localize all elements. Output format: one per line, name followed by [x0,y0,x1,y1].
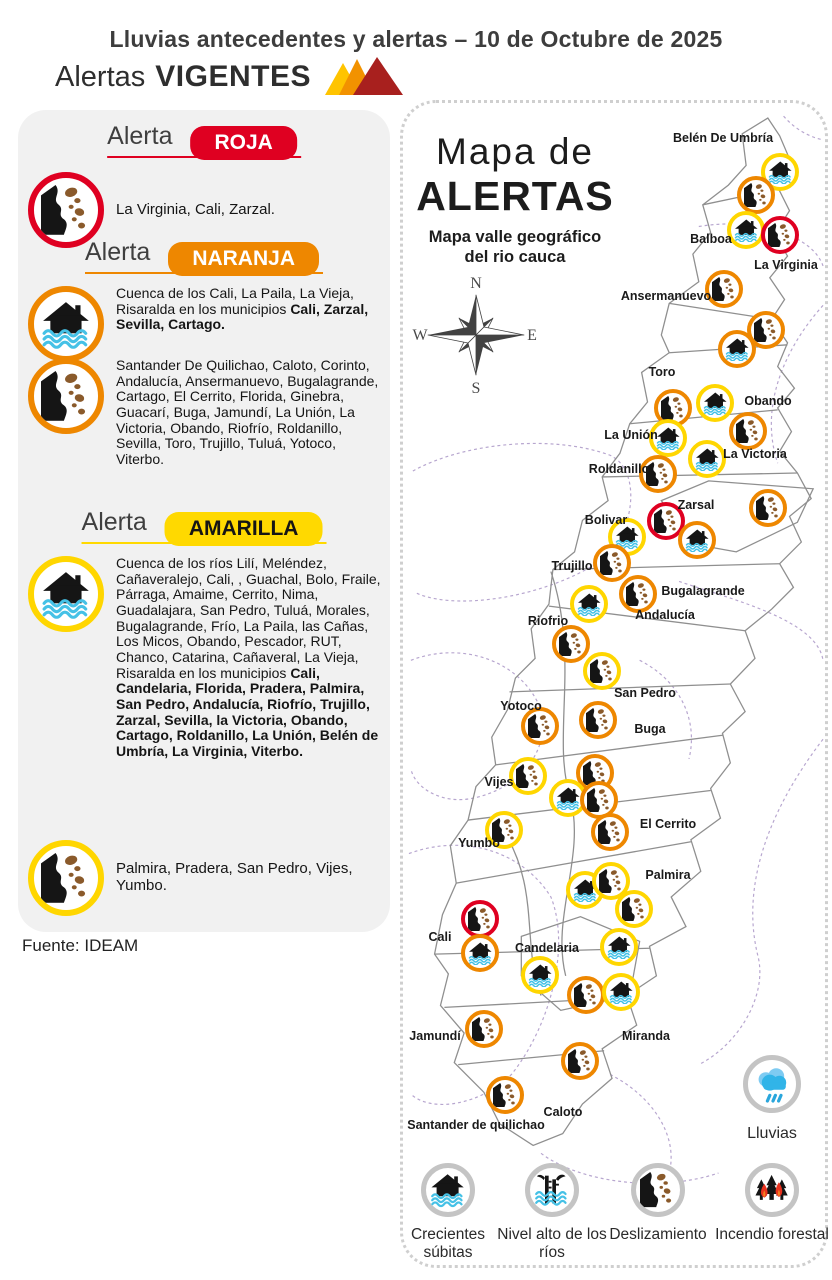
legend-crecientes [389,1163,507,1263]
triangles-logo-icon [323,57,407,97]
amarilla-cuencas-text: Cuenca de los ríos Lilí, Meléndez, Cañaveralejo, Cali, , Guachal, Bolo, Fraile, Párraga, Amaime, Cerrito, Nima, Guadalajara, San Pedro, Tuluá, Morales, Bugalagrande, Frío, La Paila, las Cañas, Los Micos, Obando, Pescador, RUT, Chanco, Catarina, Cañaveral, La Vieja, Risaralda en los municipios Cali, Candelaria, Florida, Pradera, Palmira, San Pedro, Andalucía, Riofrío, Trujillo, Zarzal, Sevilla, la Victoria, Obando, Cartago, Roldanillo, La Unión, Belén de Umbría, La Virginia, Viterbo. [116,555,381,760]
roja-deslizamiento-item [28,172,382,248]
legend-label: Crecientes súbitas [410,1226,486,1262]
nivel-alto-rios-icon [525,1163,579,1217]
map-place-label: Toro [648,365,676,379]
map-place-label: Jamundí [409,1029,461,1043]
map-place-label: Belén De Umbría [672,131,774,145]
crecientes-subitas-icon [421,1163,475,1217]
amarilla-deslizamiento-item [28,840,382,916]
deslizamiento-icon [28,172,104,248]
map-place-label: Yumbo [458,836,500,850]
naranja-municipios-text: Santander De Quilichao, Caloto, Corinto, Andalucía, Ansermanuevo, Bugalagrande, Cartago, El Cerrito, Florida, Ginebra, Guacarí, Buga, Jamundí, La Unión, La Victoria, Obando, Riofrío, Roldanillo, Sevilla, Toro, Trujillo, Tuluá, Yotoco, Viterbo. [116,357,379,468]
crecientes-subitas-icon [28,556,104,632]
legend-deslizamiento [599,1163,717,1244]
map-place-label: Vijes [484,775,514,789]
deslizamiento-icon [28,840,104,916]
map-place-label: El Cerrito [639,817,697,831]
fuente-text: Fuente: IDEAM [22,936,139,955]
compass-e: E [527,327,537,344]
map-title-line2: ALERTAS [416,173,614,219]
map-place-label: Candelaria [515,941,579,955]
deslizamiento-icon [631,1163,685,1217]
alertas-vigentes-brand [55,57,407,97]
roja-badge: ROJA [190,126,296,160]
legend-lluvias [713,1055,831,1143]
map-place-label: Yotoco [500,699,542,713]
legend-label: Nivel alto de los ríos [497,1226,607,1262]
deslizamiento-icon [28,358,104,434]
lluvias-icon [743,1055,801,1113]
map-place-label: Buga [634,722,666,736]
amarilla-municipios-text: Palmira, Pradera, San Pedro, Vijes, Yumbo. [116,860,353,894]
naranja-cuencas-text: Cuenca de los Cali, La Paila, La Vieja, Risaralda en los municipios Cali, Zarzal, Sevilla, Cartago. [116,285,369,333]
map-place-label: Balboa [690,232,732,246]
compass-w: W [412,327,428,344]
alerta-word: Alerta [107,122,173,150]
brand-alertas-text: Alertas [55,60,146,93]
brand-vigentes-text: VIGENTES [155,60,311,93]
naranja-badge: NARANJA [168,242,319,276]
alert-naranja-header [85,238,323,274]
map-place-label: La Unión [604,428,658,442]
compass-n: N [470,275,482,292]
legend-incendio [713,1163,831,1244]
map-subtitle: Mapa valle geográfico del rio cauca [428,228,602,266]
map-place-label: La Virginia [754,258,818,272]
map-place-label: Trujillo [551,559,593,573]
map-place-label: Ansermanuevo [620,289,712,303]
map-place-label: Caloto [543,1105,583,1119]
legend-label: Incendio forestal [715,1226,829,1243]
alerta-word: Alerta [81,508,147,536]
map-place-label: Cali [428,930,452,944]
incendio-forestal-icon [745,1163,799,1217]
lluvias-label: Lluvias [747,1125,797,1142]
naranja-deslizamiento-item [28,358,382,468]
legend-label: Deslizamiento [609,1226,707,1243]
alerts-panel [18,110,390,932]
page-title: Lluvias antecedentes y alertas – 10 de Octubre de 2025 [109,26,723,52]
amarilla-crecientes-item [28,556,382,760]
map-place-label: Roldanillo [588,462,650,476]
map-place-label: Zarsal [677,498,715,512]
map-place-label: Palmira [645,868,691,882]
crecientes-subitas-icon [28,286,104,362]
alert-roja-header [107,122,301,158]
map-place-label: San Pedro [614,686,676,700]
naranja-crecientes-item [28,286,382,362]
alert-amarilla-header [82,508,327,544]
amarilla-badge: AMARILLA [165,512,323,546]
map-place-label: Miranda [622,1029,670,1043]
roja-municipios-text: La Virginia, Cali, Zarzal. [116,200,275,218]
map-place-label: Bolivar [584,513,628,527]
compass-s: S [471,380,481,397]
map-panel [400,100,828,1268]
map-place-label: Andalucía [635,608,695,622]
map-place-label: Obando [744,394,792,408]
legend-nivel-alto [493,1163,611,1263]
map-title-line1: Mapa de [436,131,594,172]
map-place-label: Riofrio [527,614,569,628]
map-place-label: Santander de quilichao [407,1118,545,1132]
alerta-word: Alerta [85,238,151,266]
map-place-label: La Victoria [723,447,787,461]
map-place-label: Bugalagrande [661,584,745,598]
